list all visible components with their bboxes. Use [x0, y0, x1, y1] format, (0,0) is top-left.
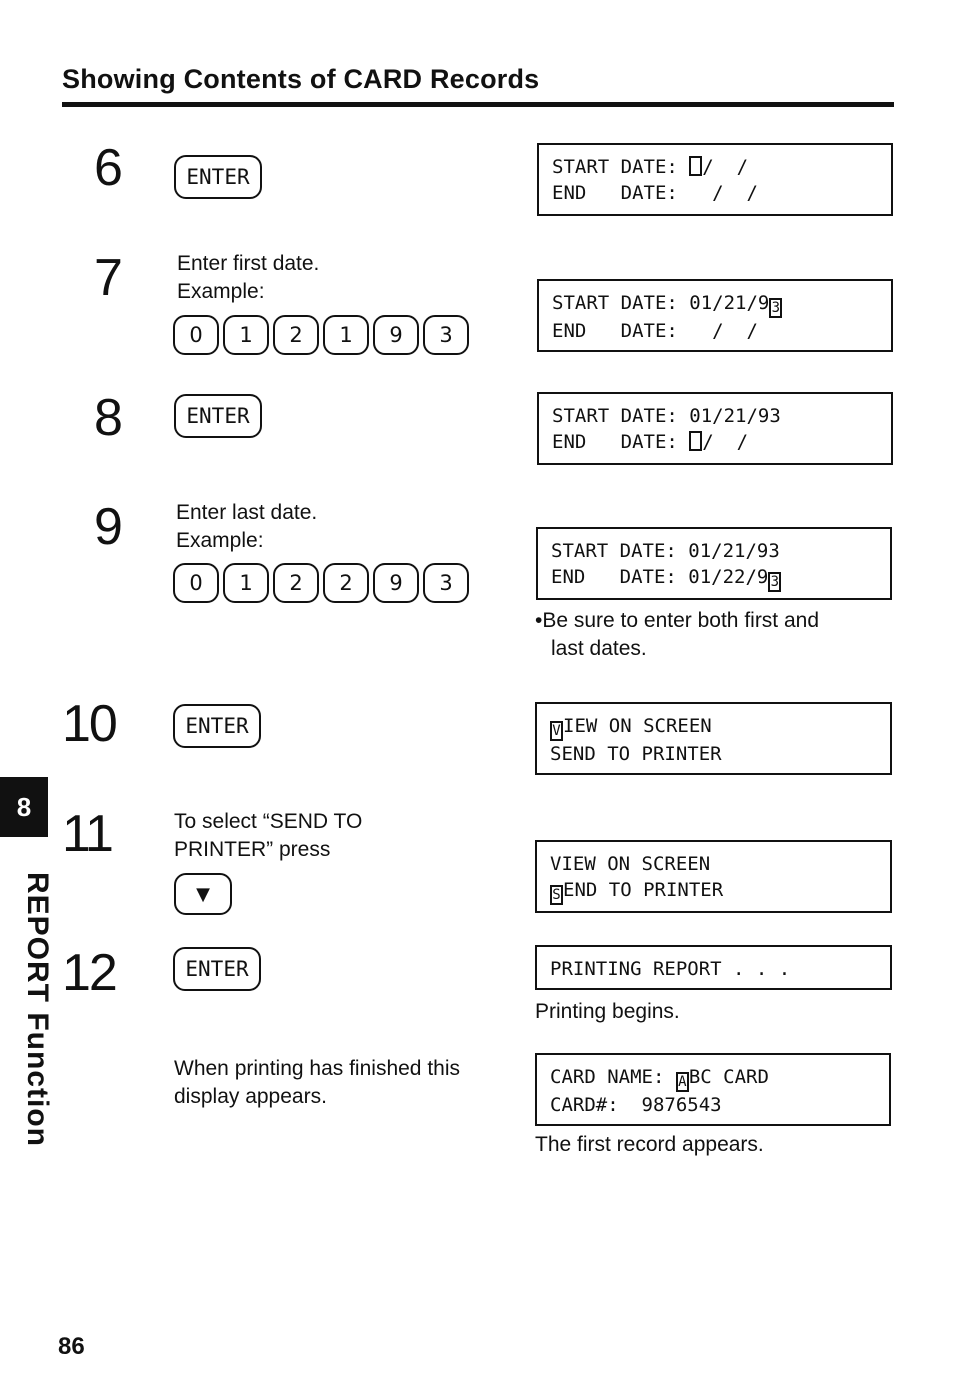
digit-key-icon: 2: [273, 315, 319, 355]
enter-key-icon: ENTER: [174, 394, 262, 438]
cursor-icon: S: [550, 885, 563, 905]
lcd-display-step8: START DATE: 01/21/93 END DATE: / /: [537, 392, 893, 465]
cursor-icon: [689, 431, 702, 451]
step11-instruction-cont: PRINTER” press: [174, 838, 331, 861]
enter-key-icon: ENTER: [174, 155, 262, 199]
cursor-icon: V: [550, 721, 563, 741]
finish-note-cont: display appears.: [174, 1085, 327, 1108]
page-title: Showing Contents of CARD Records: [62, 64, 540, 94]
down-arrow-key-icon: ▼: [174, 873, 232, 915]
cursor-icon: 3: [769, 298, 782, 318]
cursor-icon: [689, 156, 702, 176]
digit-key-icon: 3: [423, 315, 469, 355]
digit-key-icon: 3: [423, 563, 469, 603]
cursor-icon: 3: [768, 572, 781, 592]
step-number-12: 12: [62, 944, 116, 1002]
enter-key-icon: ENTER: [173, 704, 261, 748]
step7-instruction: Enter first date.: [177, 252, 320, 275]
step9-digit-keys: [173, 563, 469, 603]
lcd-display-step9: START DATE: 01/21/93 END DATE: 01/22/9 3: [536, 527, 892, 600]
lcd-display-step6: START DATE: / / END DATE: / /: [537, 143, 893, 216]
step9-example-label: Example:: [176, 529, 264, 552]
digit-key-icon: 0: [173, 563, 219, 603]
step-number-9: 9: [94, 498, 121, 556]
lcd-display-step11: VIEW ON SCREEN S END TO PRINTER: [535, 840, 892, 913]
digit-key-icon: 1: [223, 563, 269, 603]
page-number: 86: [58, 1333, 85, 1360]
step-number-10: 10: [62, 695, 116, 753]
digit-key-icon: 1: [323, 315, 369, 355]
lcd-display-step12: PRINTING REPORT . . .: [535, 945, 892, 990]
step7-digit-keys: [173, 315, 469, 355]
first-record-note: The first record appears.: [535, 1133, 764, 1156]
step7-example-label: Example:: [177, 280, 265, 303]
cursor-icon: A: [676, 1072, 689, 1092]
note-bullet-cont: last dates.: [551, 637, 647, 660]
step-number-6: 6: [94, 139, 121, 197]
finish-note: When printing has finished this: [174, 1057, 460, 1080]
step-number-11: 11: [62, 805, 112, 863]
digit-key-icon: 2: [273, 563, 319, 603]
lcd-display-step10: V IEW ON SCREEN SEND TO PRINTER: [535, 702, 892, 775]
enter-key-icon: ENTER: [173, 947, 261, 991]
title-rule: [62, 102, 894, 107]
chapter-label: REPORT Function: [21, 872, 54, 1147]
printing-note: Printing begins.: [535, 1000, 680, 1023]
note-bullet: •Be sure to enter both first and: [535, 609, 820, 632]
chapter-tab: 8: [0, 777, 48, 837]
lcd-display-record: CARD NAME: A BC CARD CARD#: 9876543: [535, 1053, 891, 1126]
digit-key-icon: 1: [223, 315, 269, 355]
digit-key-icon: 2: [323, 563, 369, 603]
lcd-display-step7: START DATE: 01/21/9 3 END DATE: / /: [537, 279, 893, 352]
step11-instruction: To select “SEND TO: [174, 810, 363, 833]
step9-instruction: Enter last date.: [176, 501, 318, 524]
digit-key-icon: 9: [373, 563, 419, 603]
step-number-7: 7: [94, 249, 121, 307]
digit-key-icon: 0: [173, 315, 219, 355]
step-number-8: 8: [94, 389, 121, 447]
digit-key-icon: 9: [373, 315, 419, 355]
